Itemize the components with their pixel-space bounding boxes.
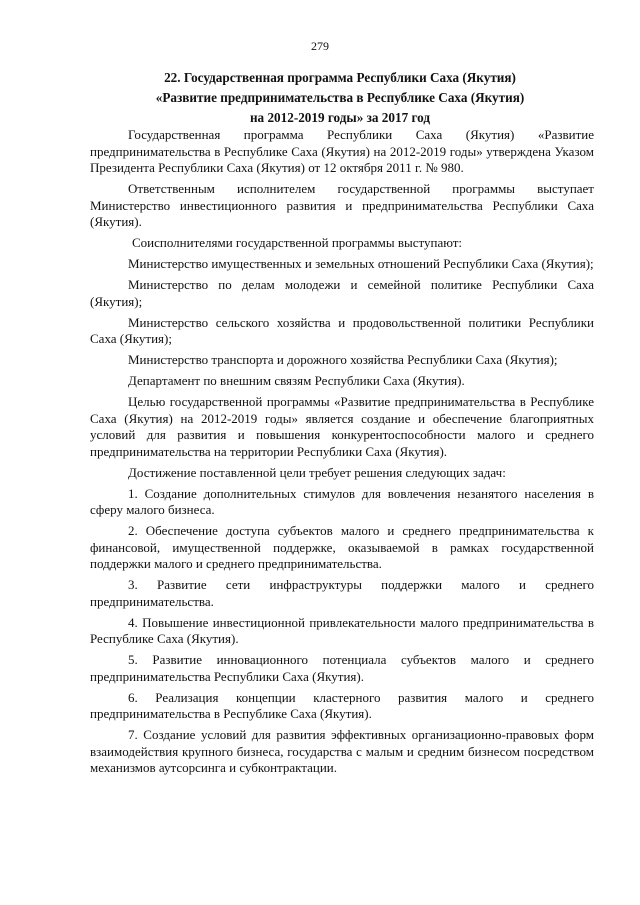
paragraph-program-goal: Целью государственной программы «Развитие предпринимательства в Республике Саха (Якутия) на 2012-2019 годы» является создание и обеспечение благоприятных условий для развития и повышения конкурентоспособности малого и среднего предпринимательства на территории Республики Саха (Якутия).: [90, 394, 594, 459]
paragraph-responsible-executor: Ответственным исполнителем государственной программы выступает Министерство инвестиционного развития и предпринимательства Республики Саха (Якутия).: [90, 181, 594, 229]
list-item-task: 1. Создание дополнительных стимулов для вовлечения незанятого населения в сферу малого бизнеса.: [90, 485, 594, 517]
document-title: [90, 68, 590, 128]
list-item-task: 6. Реализация концепции кластерного развития малого и среднего предпринимательства в Республике Саха (Якутия).: [90, 689, 594, 721]
title-line-3: на 2012-2019 годы» за 2017 год: [249, 110, 431, 125]
list-item-task: 2. Обеспечение доступа субъектов малого и среднего предпринимательства к финансовой, имущественной поддержке, оказываемой в рамках государственной поддержки малого и среднего предпринимательства.: [90, 523, 594, 571]
list-item-co-executor: Министерство по делам молодежи и семейной политике Республики Саха (Якутия);: [90, 277, 594, 309]
list-item-task: 4. Повышение инвестиционной привлекательности малого предпринимательства в Республике Саха (Якутия).: [90, 614, 594, 646]
list-item-task: 3. Развитие сети инфраструктуры поддержки малого и среднего предпринимательства.: [90, 577, 594, 609]
list-item-co-executor: Министерство сельского хозяйства и продовольственной политики Республики Саха (Якутия);: [90, 314, 594, 346]
page-number: 279: [311, 39, 329, 53]
title-line-2: «Развитие предпринимательства в Республике Саха (Якутия): [155, 90, 525, 105]
paragraph-tasks-intro: Достижение поставленной цели требует решения следующих задач:: [128, 464, 506, 480]
list-item-task: 5. Развитие инновационного потенциала субъектов малого и среднего предпринимательства Республики Саха (Якутия).: [90, 652, 594, 684]
paragraph-co-executors-intro: Соисполнителями государственной программы выступают:: [132, 235, 463, 250]
paragraph-program-approval: Государственная программа Республики Саха (Якутия) «Развитие предпринимательства в Республике Саха (Якутия) на 2012-2019 годы» утверждена Указом Президента Республики Саха (Якутия) от 12 октября 2011 г. № 980.: [90, 127, 594, 175]
document-body: [90, 127, 594, 781]
title-line-1: 22. Государственная программа Республики Саха (Якутия): [164, 70, 516, 85]
list-item-co-executor: Министерство транспорта и дорожного хозяйства Республики Саха (Якутия);: [128, 352, 558, 367]
list-item-task: 7. Создание условий для развития эффективных организационно-правовых форм взаимодействия крупного бизнеса, государства с малым и средним бизнесом посредством механизмов аутсорсинга и субконтрактации.: [90, 727, 594, 775]
list-item-co-executor: Министерство имущественных и земельных отношений Республики Саха (Якутия);: [128, 256, 594, 271]
list-item-co-executor: Департамент по внешним связям Республики Саха (Якутия).: [128, 373, 465, 388]
